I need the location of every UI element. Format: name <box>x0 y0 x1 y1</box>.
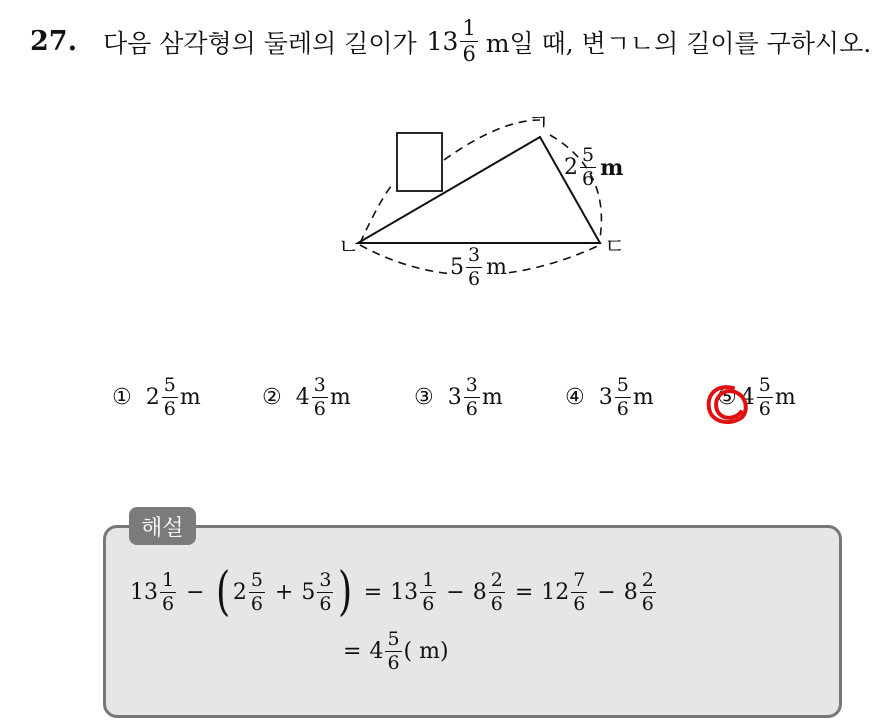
eq-b-whole: 2 <box>232 579 247 605</box>
choice-4-mark: ④ <box>565 385 585 410</box>
eq-minus-1: − <box>186 579 205 605</box>
choice-1-numerator: 5 <box>163 374 176 396</box>
eq-g-fraction <box>640 568 656 615</box>
choice-2[interactable] <box>262 376 351 419</box>
eq-d-fraction <box>420 568 436 615</box>
eq-c-whole: 5 <box>301 579 316 605</box>
choice-3-denominator: 6 <box>465 398 478 420</box>
choice-5-unit: m <box>774 385 796 410</box>
side-ac-denominator: 6 <box>582 168 595 190</box>
right-paren: ) <box>338 562 353 622</box>
perimeter-numerator: 1 <box>462 16 476 40</box>
side-bc-numerator: 3 <box>468 244 481 266</box>
choice-4-whole: 3 <box>598 385 613 410</box>
eq-c-numerator: 3 <box>319 568 332 591</box>
eq-result-unit: ( m) <box>403 639 449 664</box>
side-bc-fraction <box>466 246 482 289</box>
perimeter-value <box>427 18 480 65</box>
choice-3-unit: m <box>481 385 503 410</box>
vertex-label-c: ㄷ <box>604 235 626 260</box>
question-text-after: m일 때, 변ㄱㄴ의 길이를 구하시오. <box>485 28 872 58</box>
side-ac-unit: m <box>600 154 624 181</box>
question-number: 27. <box>30 26 77 57</box>
eq-f-denominator: 6 <box>573 592 586 615</box>
choice-5-mark: ⑤ <box>717 385 737 410</box>
eq-e-whole: 8 <box>472 579 487 605</box>
eq-b-numerator: 5 <box>250 568 263 591</box>
left-paren: ( <box>215 562 230 622</box>
perimeter-denominator: 6 <box>462 42 476 66</box>
eq-f-fraction <box>571 568 587 615</box>
solution-line-1 <box>130 562 658 622</box>
eq-result-numerator: 5 <box>387 628 400 650</box>
eq-d-numerator: 1 <box>422 568 435 591</box>
side-ac-whole: 2 <box>564 155 578 180</box>
eq-result-whole: 4 <box>369 639 384 664</box>
choice-4-numerator: 5 <box>616 374 629 396</box>
choice-2-mark: ② <box>262 385 282 410</box>
choice-1-denominator: 6 <box>163 398 176 420</box>
eq-b-denominator: 6 <box>250 592 263 615</box>
eq-result-denominator: 6 <box>387 652 400 674</box>
eq-g-whole: 8 <box>623 579 638 605</box>
choice-3-fraction <box>464 376 480 419</box>
eq-d-denominator: 6 <box>422 592 435 615</box>
square-shape <box>397 133 442 191</box>
eq-g-denominator: 6 <box>641 592 654 615</box>
choice-1-mark: ① <box>112 385 132 410</box>
eq-a-whole: 13 <box>130 579 158 605</box>
eq-equals-2: = <box>514 579 534 605</box>
side-ac-numerator: 5 <box>582 144 595 166</box>
eq-d-whole: 13 <box>390 579 419 605</box>
choice-4-fraction <box>615 376 631 419</box>
choice-2-fraction <box>312 376 328 419</box>
eq-result-fraction <box>385 630 401 673</box>
eq-g-numerator: 2 <box>641 568 654 591</box>
choice-5-denominator: 6 <box>758 398 771 420</box>
side-ac-fraction <box>580 146 596 189</box>
vertex-label-a: ㄱ <box>528 111 550 136</box>
eq-f-numerator: 7 <box>573 568 586 591</box>
solution-tag: 해설 <box>129 507 196 545</box>
perimeter-whole: 13 <box>426 27 459 56</box>
question-line <box>30 18 871 65</box>
side-bc-unit: m <box>486 255 507 280</box>
eq-e-fraction <box>489 568 505 615</box>
side-bc-denominator: 6 <box>468 268 481 290</box>
choice-1-fraction <box>162 376 178 419</box>
eq-a-fraction <box>160 568 176 615</box>
eq-equals-1: = <box>363 579 383 605</box>
choice-5-whole: 4 <box>740 385 755 410</box>
choice-5-fraction <box>757 376 773 419</box>
choice-4-denominator: 6 <box>616 398 629 420</box>
solution-line-2 <box>335 630 449 673</box>
choice-5-numerator: 5 <box>758 374 771 396</box>
dashed-arc-top <box>444 120 540 160</box>
answer-choices <box>0 376 884 436</box>
choice-3-whole: 3 <box>447 385 462 410</box>
choice-3-mark: ③ <box>414 385 434 410</box>
dashed-arc-left <box>360 185 392 243</box>
eq-a-denominator: 6 <box>162 592 175 615</box>
eq-e-denominator: 6 <box>490 592 503 615</box>
eq-e-numerator: 2 <box>490 568 503 591</box>
choice-1-whole: 2 <box>145 385 160 410</box>
eq-f-whole: 12 <box>541 579 570 605</box>
choice-4[interactable] <box>565 376 654 419</box>
eq-c-fraction <box>317 568 333 615</box>
choice-1-unit: m <box>179 385 201 410</box>
choice-3[interactable] <box>414 376 503 419</box>
side-bc-whole: 5 <box>450 255 464 280</box>
choice-2-denominator: 6 <box>313 398 326 420</box>
solution-box <box>103 525 842 718</box>
choice-2-whole: 4 <box>295 385 310 410</box>
eq-minus-2: − <box>446 579 465 605</box>
choice-2-unit: m <box>329 385 351 410</box>
choice-4-unit: m <box>632 385 654 410</box>
eq-c-denominator: 6 <box>319 592 332 615</box>
choice-1[interactable] <box>112 376 201 419</box>
choice-2-numerator: 3 <box>313 374 326 396</box>
eq-plus: + <box>274 579 294 605</box>
perimeter-fraction <box>460 18 477 65</box>
vertex-label-b: ㄴ <box>338 235 360 260</box>
eq-equals-3: = <box>343 639 362 664</box>
eq-a-numerator: 1 <box>162 568 175 591</box>
side-ac-label <box>564 146 623 189</box>
eq-minus-3: − <box>597 579 616 605</box>
choice-3-numerator: 3 <box>465 374 478 396</box>
choice-5[interactable] <box>717 376 796 419</box>
question-text <box>103 18 871 65</box>
side-bc-label <box>448 246 509 289</box>
question-text-before: 다음 삼각형의 둘레의 길이가 <box>102 28 417 58</box>
eq-b-fraction <box>249 568 265 615</box>
